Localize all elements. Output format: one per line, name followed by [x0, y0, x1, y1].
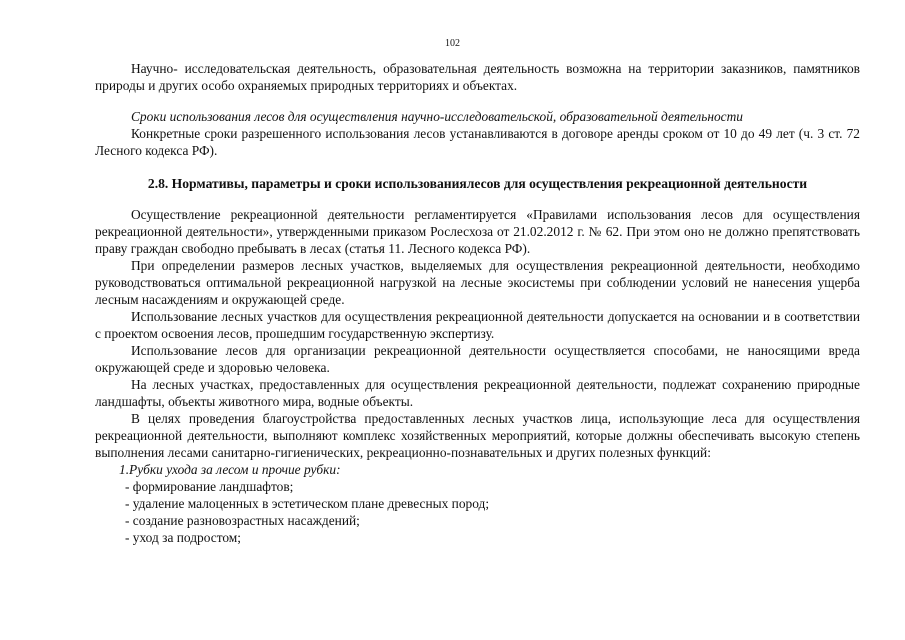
terms-paragraph: Конкретные сроки разрешенного использования лесов устанавливаются в договоре аренды сроком от 10 до 49 лет (ч. 3 ст. 72 Лесного кодекса РФ).: [95, 126, 860, 158]
list-item: - уход за подростом;: [125, 530, 242, 545]
section-paragraph-5: На лесных участках, предоставленных для осуществления рекреационной деятельности, подлежат сохранению природные ландшафты, объекты животного мира, водные объекты.: [95, 377, 860, 409]
list-item: - создание разновозрастных насаждений;: [125, 513, 360, 528]
section-paragraph-1: Осуществление рекреационной деятельности регламентируется «Правилами использования лесов для осуществления рекреационной деятельности», утвержденными приказом Рослесхоза от 21.02.2012 г. № 62. При этом оно не должно препятствовать праву граждан свободно пребывать в лесах (статья 11. Лесного кодекса РФ).: [95, 207, 860, 256]
section-paragraph-4: Использование лесов для организации рекреационной деятельности осуществляется способами, не наносящими вреда окружающей среде и здоровью человека.: [95, 343, 860, 375]
page-number: 102: [445, 38, 460, 49]
section-paragraph-6: В целях проведения благоустройства предоставленных лесных участков лица, использующие леса для осуществления рекреационной деятельности, выполняют комплекс хозяйственных мероприятий, которые должны обеспечивать высокую степень выполнения лесами санитарно-гигиенических, рекреационно-познавательных и других полезных функций:: [95, 411, 860, 460]
section-paragraph-2: При определении размеров лесных участков, выделяемых для осуществления рекреационной деятельности, необходимо руководствоваться оптимальной рекреационной нагрузкой на лесные экосистемы при соблюдении условий не нанесения ущерба лесным насаждениям и окружающей среде.: [95, 258, 860, 307]
page-content: [95, 58, 860, 546]
terms-heading: Сроки использования лесов для осуществления научно-исследовательской, образовательной деятельности: [131, 109, 743, 124]
list-title: 1.Рубки ухода за лесом и прочие рубки:: [119, 462, 341, 477]
intro-paragraph: Научно- исследовательская деятельность, образовательная деятельность возможна на территории заказников, памятников природы и других особо охраняемых природных территориях и объектах.: [95, 61, 860, 93]
list-item: - формирование ландшафтов;: [125, 479, 294, 494]
section-title: 2.8. Нормативы, параметры и сроки использованиялесов для осуществления рекреационной деятельности: [147, 176, 808, 191]
section-paragraph-3: Использование лесных участков для осуществления рекреационной деятельности допускается на основании и в соответствии с проектом освоения лесов, прошедшим государственную экспертизу.: [95, 309, 860, 341]
measures-list: [95, 478, 860, 546]
list-item: - удаление малоценных в эстетическом плане древесных пород;: [125, 496, 490, 511]
